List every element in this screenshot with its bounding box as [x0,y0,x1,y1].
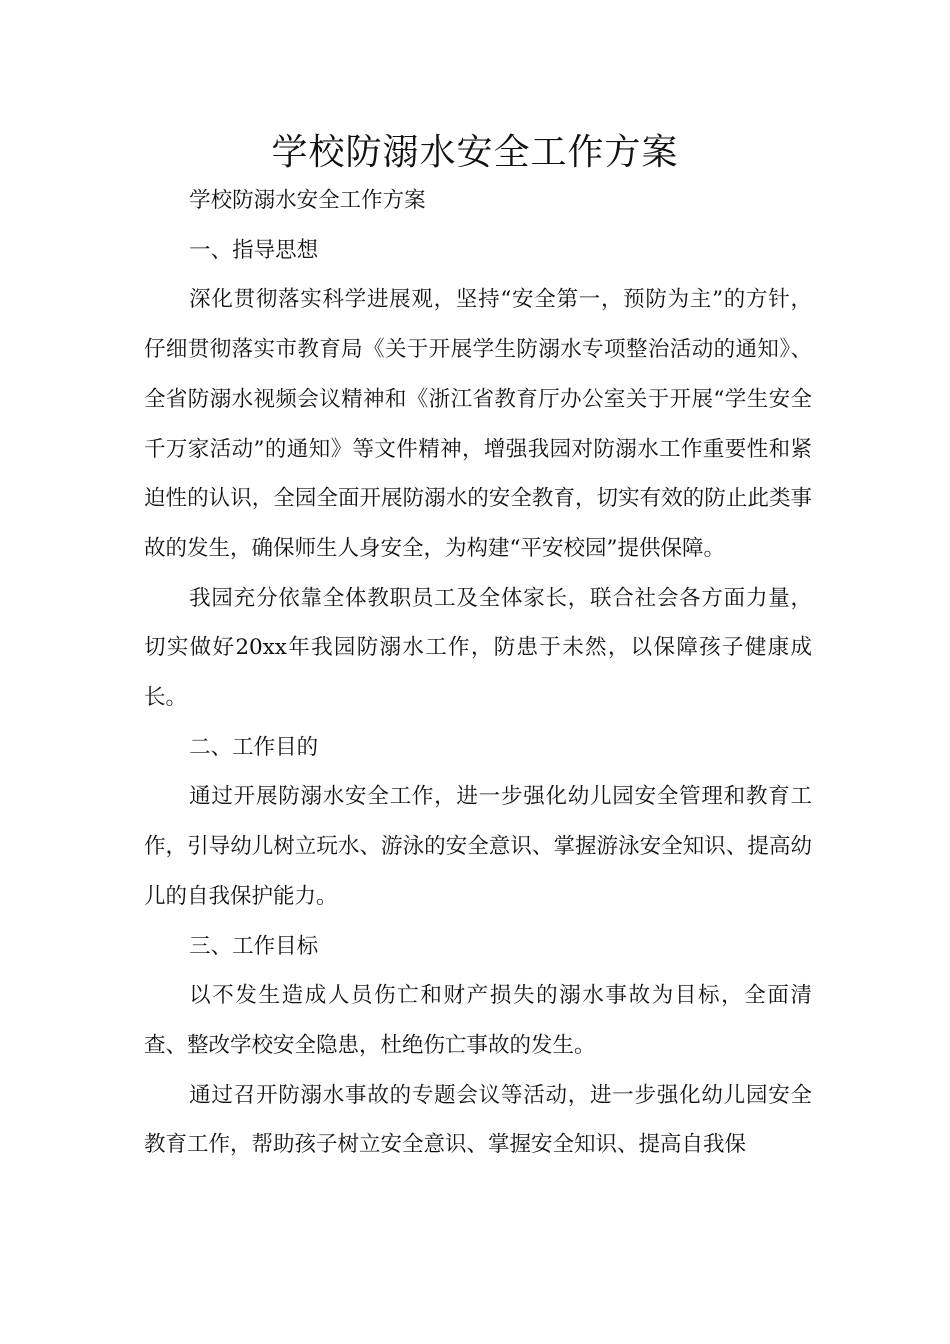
section-heading-2: 二、工作目的 [189,734,319,760]
paragraph: 我园充分依靠全体教职员工及全体家长，联合社会各方面力量，切实做好20xx年我园防溺水工作，防患于未然，以保障孩子健康成长。 [144,585,812,711]
paragraph: 通过开展防溺水安全工作，进一步强化幼儿园安全管理和教育工作，引导幼儿树立玩水、游泳的安全意识、掌握游泳安全知识、提高幼儿的自我保护能力。 [144,784,812,909]
section-heading-1: 一、指导思想 [189,237,319,263]
document-body [144,176,812,1170]
paragraph-subtitle: 学校防溺水安全工作方案 [189,188,426,213]
document-title: 学校防溺水安全工作方案 [271,132,679,173]
section-heading-3: 三、工作目标 [189,933,319,959]
paragraph: 深化贯彻落实科学进展观，坚持“安全第一，预防为主”的方针，仔细贯彻落实市教育局《关于开展学生防溺水专项整治活动的通知》、全省防溺水视频会议精神和《浙江省教育厅办公室关于开展“学生安全千万家活动”的通知》等文件精神，增强我园对防溺水工作重要性和紧迫性的认识，全园全面开展防溺水的安全教育，切实有效的防止此类事故的发生，确保师生人身安全，为构建“平安校园”提供保障。 [144,287,812,561]
paragraph: 以不发生造成人员伤亡和财产损失的溺水事故为目标，全面清查、整改学校安全隐患，杜绝伤亡事故的发生。 [144,983,812,1058]
paragraph: 通过召开防溺水事故的专题会议等活动，进一步强化幼儿园安全教育工作，帮助孩子树立安全意识、掌握安全知识、提高自我保 [144,1082,812,1158]
